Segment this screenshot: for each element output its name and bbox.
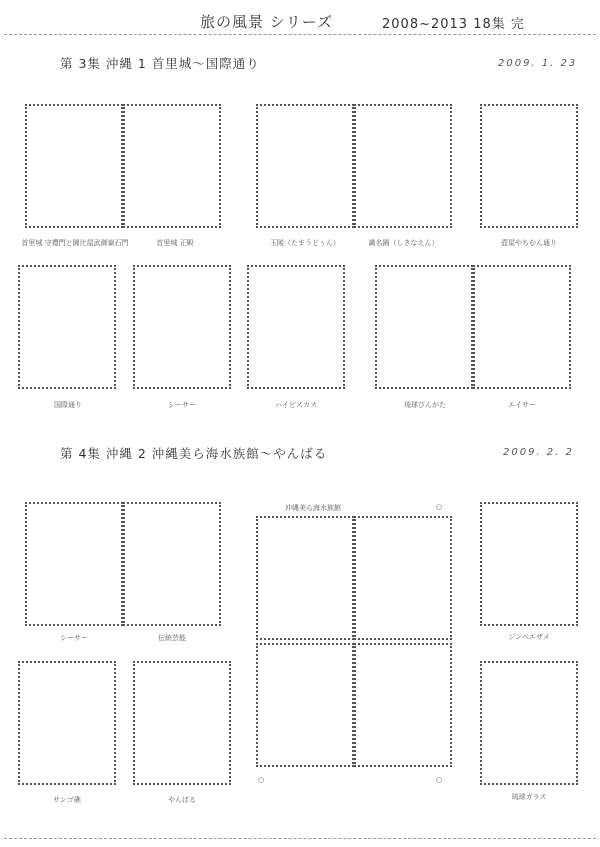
stamp-caption: やんばる — [168, 796, 196, 804]
stamp-frame — [480, 661, 578, 785]
stamp-frame — [25, 502, 123, 626]
sheet-corner-mark: ○ — [436, 503, 443, 511]
sheet-corner-mark: ○ — [436, 776, 443, 784]
stamp-frame — [354, 643, 452, 767]
stamp-frame — [18, 265, 116, 389]
series-years: 2008~2013 18集 完 — [382, 17, 525, 32]
section-3-date: 2009. 1. 23 — [498, 58, 578, 69]
page-title: 旅の風景 シリーズ — [200, 13, 334, 31]
stamp-caption: 琉球びんがた — [404, 401, 446, 409]
stamp-caption: 首里城 守禮門と園比屋武御嶽石門 — [21, 239, 129, 247]
stamp-frame — [354, 104, 452, 228]
stamp-frame — [18, 661, 116, 785]
sheet-corner-mark: ○ — [258, 776, 265, 784]
stamp-frame — [133, 265, 231, 389]
stamp-caption: 琉球ガラス — [511, 793, 547, 801]
stamp-frame — [25, 104, 123, 228]
stamp-caption: サンゴ礁 — [53, 796, 81, 804]
bottom-rule — [4, 838, 596, 839]
stamp-frame — [354, 516, 452, 640]
stamp-frame — [375, 265, 473, 389]
stamp-caption: ハイビスカス — [275, 401, 317, 409]
stamp-caption: エイサー — [508, 401, 536, 409]
sheet-note: 沖縄美ら海水族館 — [285, 504, 341, 512]
stamp-frame — [480, 502, 578, 626]
top-rule — [4, 34, 596, 35]
section-4-date: 2009. 2. 2 — [503, 447, 574, 458]
stamp-frame — [123, 104, 221, 228]
stamp-caption: ジンベエザメ — [508, 633, 550, 641]
stamp-frame — [256, 516, 354, 640]
stamp-caption: シーサー — [168, 401, 196, 409]
stamp-caption: シーサー — [60, 634, 88, 642]
stamp-caption: 玉陵（たまうどぅん） — [270, 239, 340, 247]
stamp-caption: 識名園（しきなえん） — [368, 239, 439, 247]
stamp-frame — [256, 643, 354, 767]
stamp-caption: 伝統芸能 — [158, 634, 186, 642]
section-4-heading: 第 4集 沖縄 2 沖縄美ら海水族館～やんばる — [60, 446, 328, 461]
stamp-frame — [247, 265, 345, 389]
stamp-frame — [123, 502, 221, 626]
stamp-caption: 国際通り — [54, 401, 82, 409]
stamp-caption: 首里城 正殿 — [156, 239, 194, 247]
stamp-frame — [133, 661, 231, 785]
stamp-frame — [256, 104, 354, 228]
stamp-caption: 壺屋やちむん通り — [501, 239, 557, 247]
stamp-frame — [473, 265, 571, 389]
section-3-heading: 第 3集 沖縄 1 首里城～国際通り — [60, 56, 260, 71]
stamp-frame — [480, 104, 578, 228]
